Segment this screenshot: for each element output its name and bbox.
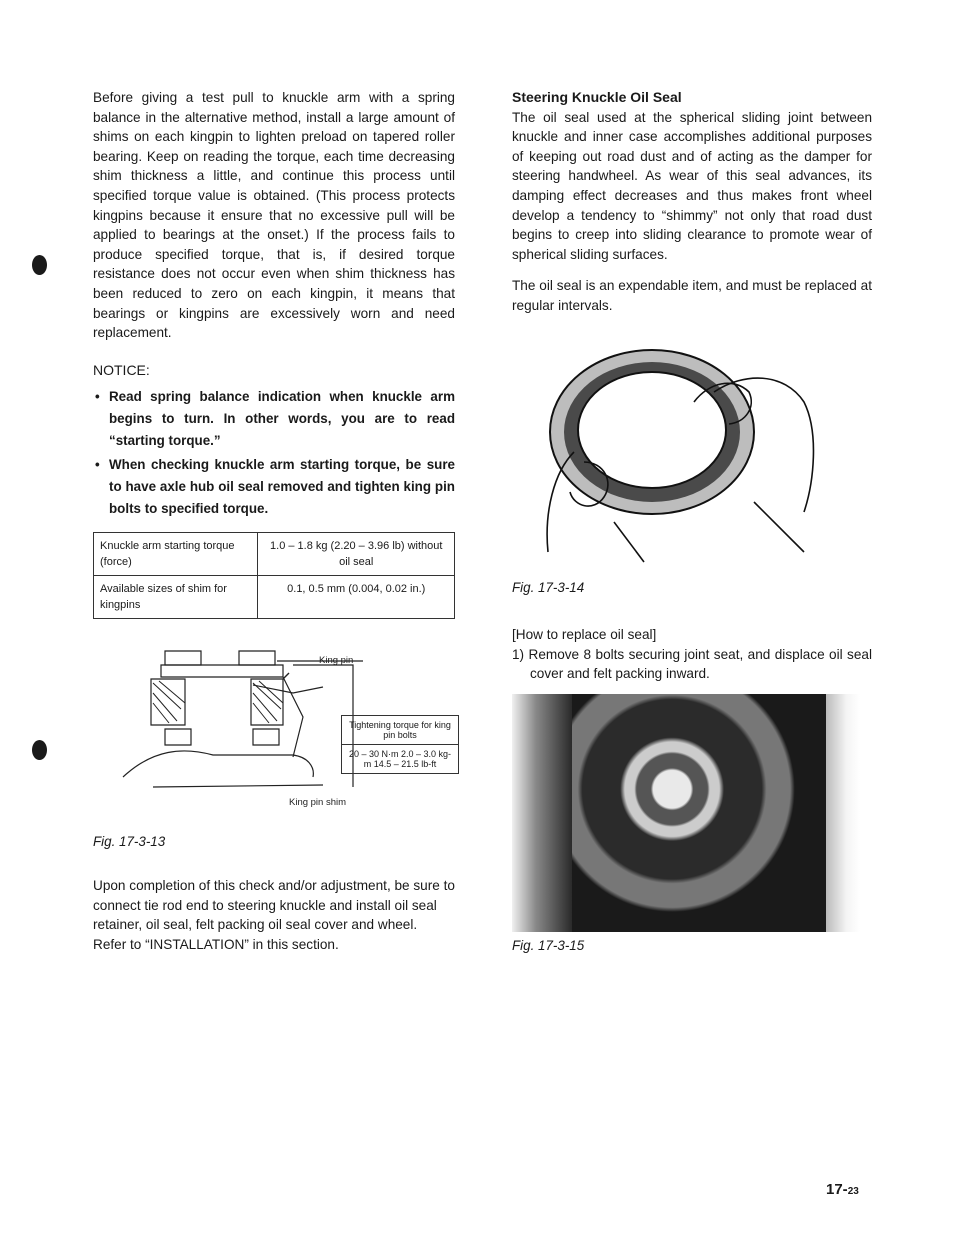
page-number-main: 17- [826, 1181, 848, 1198]
notice-list [93, 386, 455, 520]
spec-table [93, 532, 455, 619]
spec-label: Knuckle arm starting torque (force) [94, 533, 258, 576]
page-number-sub: 23 [847, 1186, 859, 1197]
oil-seal-illustration [534, 332, 824, 572]
king-pin-label: King pin [319, 655, 354, 667]
torque-values: 20 – 30 N·m 2.0 – 3.0 kg-m 14.5 – 21.5 lb-ft [348, 749, 452, 770]
table-row [94, 533, 455, 576]
knuckle-photo [512, 694, 860, 932]
page-number [826, 1181, 859, 1198]
notice-title: NOTICE: [93, 361, 150, 378]
shim-label: King pin shim [289, 797, 347, 809]
binder-hole-bottom [32, 740, 47, 760]
left-column [93, 88, 455, 954]
binder-hole-top [32, 255, 47, 275]
spec-value: 0.1, 0.5 mm (0.004, 0.02 in.) [258, 576, 455, 619]
intro-paragraph: Before giving a test pull to knuckle arm with a spring balance in the alternative method, install a large amount of shims on each kingpin to lighten preload on tapered roller bearing. Keep on reading the torque, each time decreasing shim thickness a little, and continue this process until specified torque value is obtained. (This process protects kingpins because it ensure that no excessive pull will be applied to bearings at the onset.) If the process fails to produce specified torque, that is, if desired torque resistance does not occur even when shim thickness has been reduced to zero on each kingpin, it means that bearings or kingpins are excessively worn and need replacement. [93, 90, 455, 341]
kingpin-diagram [93, 637, 455, 812]
expendable-paragraph: The oil seal is an expendable item, and must be replaced at regular intervals. [512, 278, 872, 313]
how-to-heading: [How to replace oil seal] [512, 627, 657, 643]
spec-value: 1.0 – 1.8 kg (2.20 – 3.96 lb) without oil seal [258, 533, 455, 576]
section-title: Steering Knuckle Oil Seal [512, 89, 682, 105]
right-column [512, 88, 872, 956]
notice-item: • When checking knuckle arm starting torque, be sure to have axle hub oil seal removed and tighten king pin bolts to specified torque. [93, 454, 455, 520]
figure-caption: Fig. 17-3-15 [512, 937, 585, 953]
figure-caption: Fig. 17-3-13 [93, 834, 166, 850]
torque-title: Tightening torque for king pin bolts [342, 716, 458, 745]
reference-line: Refer to “INSTALLATION” in this section. [93, 936, 339, 952]
table-row [94, 576, 455, 619]
spec-label: Available sizes of shim for kingpins [94, 576, 258, 619]
oil-seal-photo [534, 332, 824, 572]
step-1: 1) Remove 8 bolts securing joint seat, and displace oil seal cover and felt packing inward. [512, 646, 872, 682]
torque-box [341, 715, 459, 774]
oil-seal-paragraph: The oil seal used at the spherical sliding joint between knuckle and inner case accomplishes additional purposes of keeping out road dust and of acting as the damper for steering handwheel. As wear of this seal advances, its damping effect decreases and thus makes front wheel develop a tendency to “shimmy” not only that road dust begins to creep into sliding clearance to promote wear of spherical sliding surfaces. [512, 109, 872, 262]
figure-caption: Fig. 17-3-14 [512, 579, 585, 595]
notice-item: • Read spring balance indication when knuckle arm begins to turn. In other words, you are to read “starting torque.” [93, 386, 455, 452]
completion-paragraph: Upon completion of this check and/or adjustment, be sure to connect tie rod end to steering knuckle and install oil seal retainer, oil seal, felt packing oil seal cover and wheel. [93, 877, 455, 933]
